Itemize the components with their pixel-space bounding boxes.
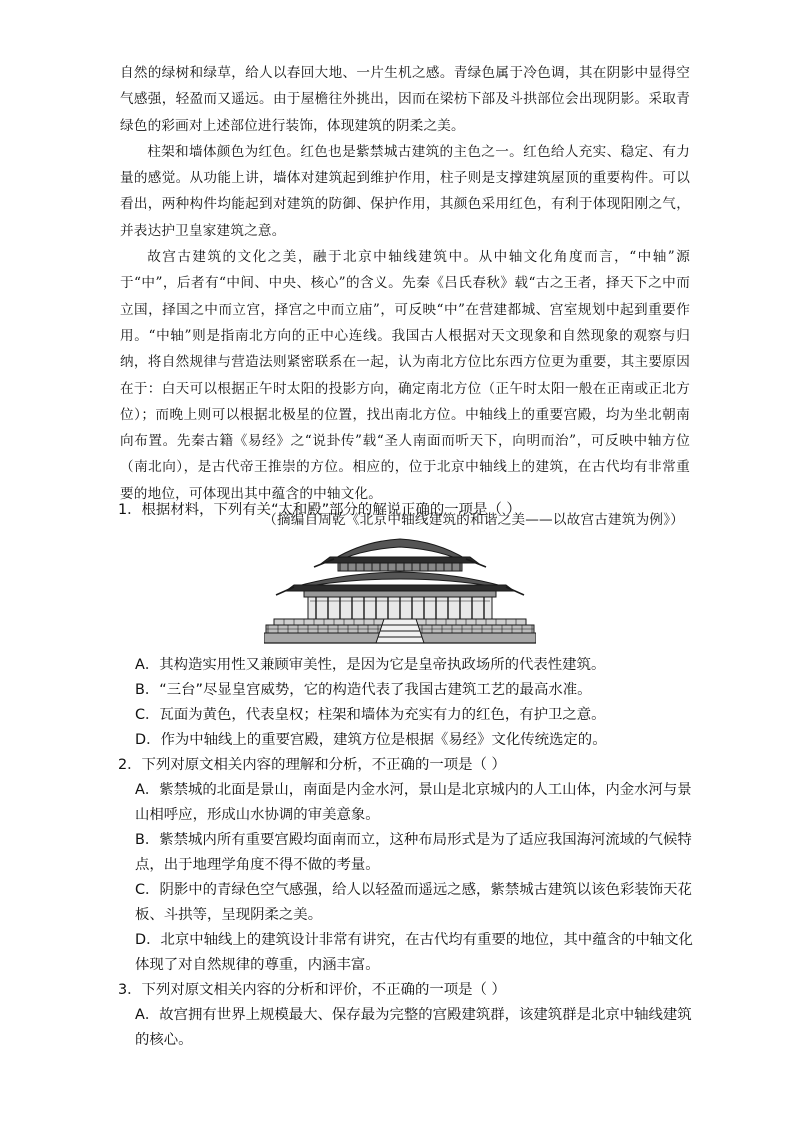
option-b[interactable]: B．“三台”尽显皇宫威势，它的构造代表了我国古建筑工艺的最高水准。 bbox=[135, 682, 592, 698]
question-list bbox=[118, 498, 693, 1053]
passage-paragraph: 自然的绿树和绿草，给人以春回大地、一片生机之感。青绿色属于冷色调，其在阴影中显得空气感强，轻盈而又遥远。由于屋檐往外挑出，因而在梁枋下部及斗拱部位会出现阴影。采取青绿色的彩画对上述部位进行装饰，体现建筑的阴柔之美。 bbox=[120, 65, 690, 134]
option-a[interactable]: A．紫禁城的北面是景山，南面是内金水河，景山是北京城内的人工山体，内金水河与景山相呼应，形成山水协调的审美意象。 bbox=[135, 782, 692, 823]
question-stem: 3．下列对原文相关内容的分析和评价，不正确的一项是（ ） bbox=[118, 982, 506, 998]
passage-source: （摘编自周乾《北京中轴线建筑的和谐之美——以故宫古建筑为例》） bbox=[263, 512, 684, 529]
question-3 bbox=[118, 978, 693, 1053]
option-b[interactable]: B．紫禁城内所有重要宫殿均面南而立，这种布局形式是为了适应我国海河流域的气候特点，出于地理学角度不得不做的考量。 bbox=[135, 832, 692, 873]
question-1 bbox=[118, 498, 693, 753]
option-d[interactable]: D．北京中轴线上的建筑设计非常有讲究，在古代均有重要的地位，其中蕴含的中轴文化体现了对自然规律的尊重，内涵丰富。 bbox=[135, 932, 693, 973]
option-d[interactable]: D．作为中轴线上的重要宫殿，建筑方位是根据《易经》文化传统选定的。 bbox=[135, 732, 607, 748]
option-a[interactable]: A．故宫拥有世界上规模最大、保存最为完整的宫殿建筑群，该建筑群是北京中轴线建筑的核心。 bbox=[135, 1007, 692, 1048]
taihe-hall-illustration bbox=[264, 529, 536, 647]
reading-passage bbox=[120, 60, 690, 533]
passage-paragraph: 柱架和墙体颜色为红色。红色也是紫禁城古建筑的主色之一。红色给人充实、稳定、有力量的感觉。从功能上讲，墙体对建筑起到维护作用，柱子则是支撑建筑屋顶的重要构件。可以看出，两种构件均能起到对建筑的防御、保护作用，其颜色采用红色，有利于体现阳刚之气，并表达护卫皇家建筑之意。 bbox=[120, 143, 690, 239]
question-stem: 1．根据材料，下列有关“太和殿”部分的解说正确的一项是（ ） bbox=[118, 502, 521, 518]
option-c[interactable]: C．阴影中的青绿色空气感强，给人以轻盈而遥远之感，紫禁城古建筑以该色彩装饰天花板、斗拱等，呈现阴柔之美。 bbox=[135, 882, 692, 923]
option-a[interactable]: A．其构造实用性又兼顾审美性，是因为它是皇帝执政场所的代表性建筑。 bbox=[135, 657, 606, 673]
passage-paragraph: 故宫古建筑的文化之美，融于北京中轴线建筑中。从中轴文化角度而言，“中轴”源于“中”，后者有“中间、中央、核心”的含义。先秦《吕氏春秋》载“古之王者，择天下之中而立国，择国之中而立宫，择宫之中而立庙”，可反映“中”在营建都城、宫室规划中起到重要作用。“中轴”则是指南北方向的正中心连线。我国古人根据对天文现象和自然现象的观察与归纳，将自然规律与营造法则紧密联系在一起，认为南北方位比东西方位更为重要，其主要原因在于：白天可以根据正午时太阳的投影方向，确定南北方位（正午时太阳一般在正南或正北方位）；而晚上则可以根据北极星的位置，找出南北方位。中轴线上的重要宫殿，均为坐北朝南向布置。先秦古籍《易经》之“说卦传”载“圣人南面而听天下，向明而治”，可反映中轴方位（南北向），是古代帝王推崇的方位。相应的，位于北京中轴线上的建筑，在古代均有非常重要的地位，可体现出其中蕴含的中轴文化。 bbox=[120, 249, 690, 502]
option-c[interactable]: C．瓦面为黄色，代表皇权；柱架和墙体为充实有力的红色，有护卫之意。 bbox=[135, 707, 606, 723]
question-stem: 2．下列对原文相关内容的理解和分析，不正确的一项是（ ） bbox=[118, 757, 506, 773]
question-2 bbox=[118, 753, 693, 978]
